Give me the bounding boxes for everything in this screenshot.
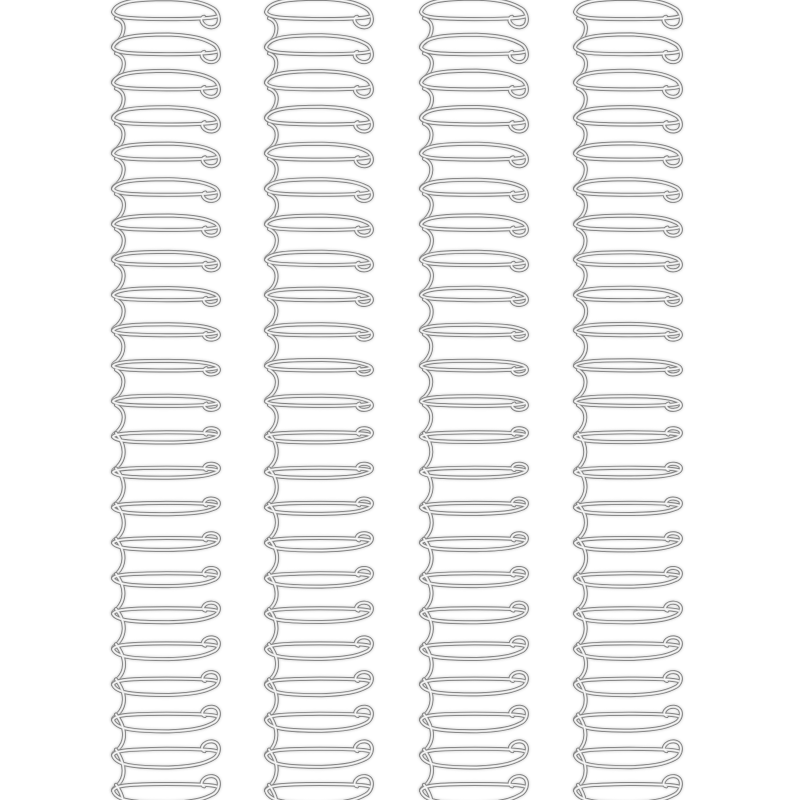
binding-coil-4 — [564, 0, 694, 800]
binding-coil-1 — [102, 0, 232, 800]
binding-coil-3 — [410, 0, 540, 800]
binding-coil-2 — [255, 0, 385, 800]
wire-loop — [575, 776, 681, 800]
wire-loop — [266, 776, 372, 800]
wire-loop — [113, 776, 219, 800]
wire-loop — [421, 776, 527, 800]
